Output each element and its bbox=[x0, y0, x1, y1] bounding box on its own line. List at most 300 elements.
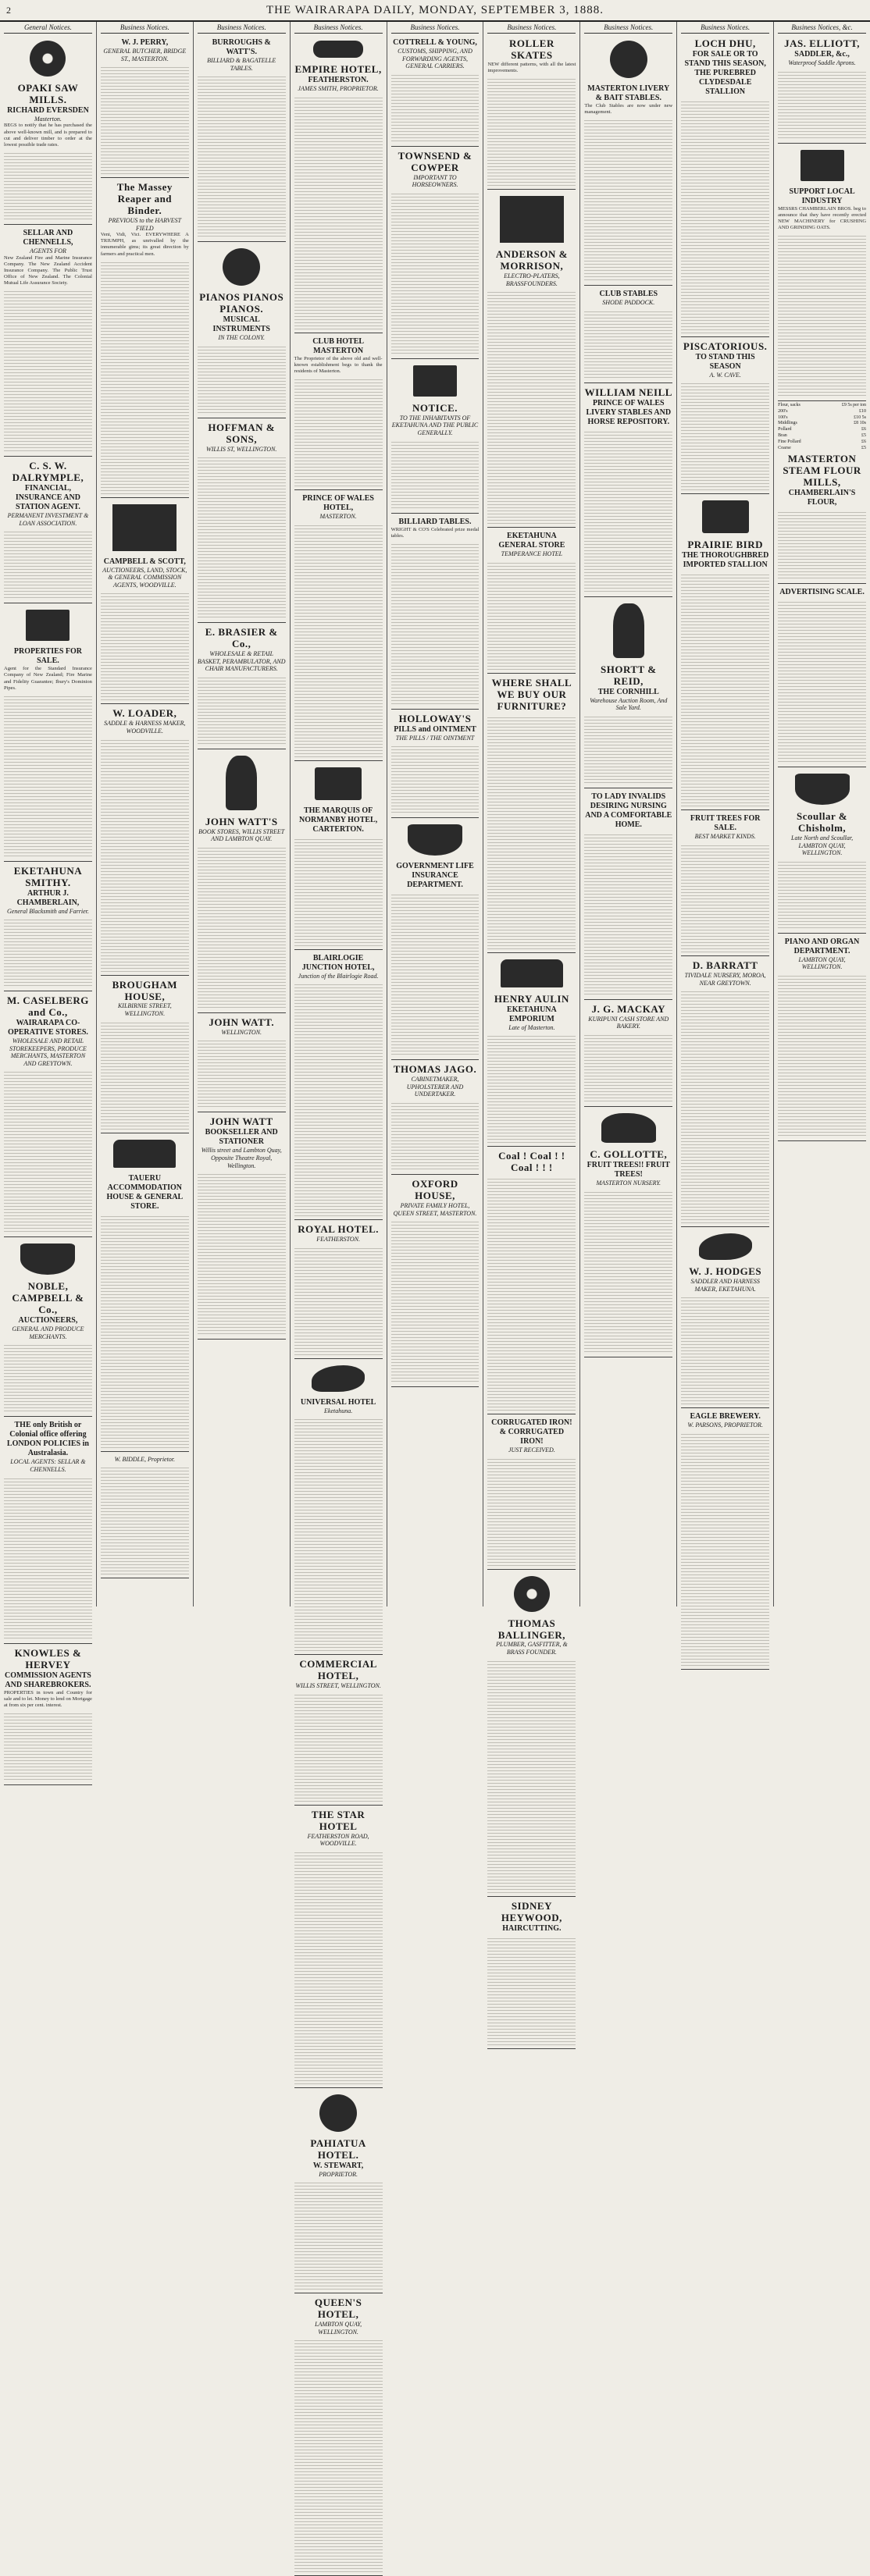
ad-caption: KILBIRNIE STREET, WELLINGTON. bbox=[117, 1002, 172, 1018]
column-heading: Business Notices. bbox=[681, 23, 769, 34]
ad-subheadline: BURROUGHS & WATT'S. bbox=[212, 38, 271, 56]
advertisement bbox=[294, 36, 383, 333]
ad-headline: The Massey Reaper and Binder. bbox=[116, 181, 173, 217]
table-cell: 100's bbox=[778, 415, 788, 420]
advertisement bbox=[584, 790, 672, 1000]
price-table bbox=[778, 403, 866, 451]
column-8 bbox=[677, 22, 774, 1606]
table-cell: £8 10s bbox=[854, 421, 867, 426]
ad-subheadline: PRINCE OF WALES LIVERY STABLES AND HORSE REPOSITORY. bbox=[586, 398, 672, 426]
ad-subheadline: WAIRARAPA CO-OPERATIVE STORES. bbox=[7, 1019, 88, 1037]
ad-body-lines bbox=[4, 1343, 92, 1413]
ad-subheadline: PILLS and OINTMENT bbox=[394, 724, 476, 734]
table-cell: £10 bbox=[859, 408, 867, 414]
ad-headline: THOMAS JAGO. bbox=[393, 1063, 477, 1076]
ad-headline: Coal ! Coal ! ! Coal ! ! ! bbox=[498, 1150, 565, 1174]
engraving-icon bbox=[113, 1140, 176, 1168]
ad-caption: SHODE PADDOCK. bbox=[602, 299, 655, 307]
ad-body-lines bbox=[294, 1246, 383, 1355]
ad-body-lines bbox=[487, 1659, 576, 1893]
ad-body-lines bbox=[584, 714, 672, 785]
advertisement bbox=[681, 958, 769, 1227]
ad-subheadline: BLAIRLOGIE JUNCTION HOTEL, bbox=[301, 953, 375, 972]
advertisement bbox=[391, 361, 480, 514]
ad-body-text: BEGS to notify that he has purchased the above well-known mill, and is prepared to cut and deliver timber to order at the lowest possible trade rates. bbox=[4, 123, 92, 148]
engraving-icon bbox=[319, 2094, 357, 2132]
ad-caption: LAMBTON QUAY, WELLINGTON. bbox=[798, 955, 846, 971]
ad-subheadline: ARTHUR J. CHAMBERLAIN, bbox=[16, 888, 80, 907]
ad-headline: M. CASELBERG and Co., bbox=[6, 994, 89, 1019]
ad-subheadline: TO STAND THIS SEASON bbox=[695, 352, 755, 371]
advertisement bbox=[681, 339, 769, 495]
ad-headline: HENRY AULIN bbox=[494, 992, 569, 1005]
column-2 bbox=[97, 22, 194, 1606]
ad-headline: WHERE SHALL WE BUY OUR FURNITURE? bbox=[491, 676, 572, 712]
ad-subheadline: CAMPBELL & SCOTT, bbox=[103, 557, 186, 566]
ad-body-lines bbox=[294, 1417, 383, 1651]
ad-caption: KURIPUNI CASH STORE AND BAKERY. bbox=[588, 1015, 669, 1030]
ad-headline: QUEEN'S HOTEL, bbox=[314, 2297, 362, 2321]
advertisement bbox=[391, 515, 480, 710]
ad-body-lines bbox=[198, 1172, 286, 1336]
ad-caption: Warehouse Auction Room, And Sale Yard. bbox=[590, 696, 668, 712]
ad-caption: WILLIS ST, WELLINGTON. bbox=[206, 445, 277, 453]
ad-subheadline: EAGLE BREWERY. bbox=[690, 1412, 761, 1421]
engraving-icon bbox=[699, 1233, 752, 1260]
masthead bbox=[0, 0, 870, 22]
ad-body-lines bbox=[487, 1936, 576, 2045]
advertisement bbox=[487, 1571, 576, 1897]
ad-body-lines bbox=[391, 1101, 480, 1171]
column-1 bbox=[0, 22, 97, 1708]
ad-headline: PAHIATUA HOTEL. bbox=[310, 2137, 366, 2161]
ad-body-lines bbox=[391, 439, 480, 510]
advertisement bbox=[198, 420, 286, 623]
ad-headline: C. GOLLOTTE, bbox=[590, 1147, 668, 1160]
advertisement bbox=[294, 763, 383, 950]
ad-body-lines bbox=[294, 377, 383, 486]
ad-body-lines bbox=[294, 837, 383, 946]
table-cell: £5 bbox=[861, 445, 867, 450]
ad-subheadline: THE only British or Colonial office offering LONDON POLICIES in Australasia. bbox=[6, 1421, 89, 1458]
ad-subheadline: EKETAHUNA GENERAL STORE bbox=[498, 532, 565, 550]
engraving-icon bbox=[112, 504, 176, 551]
ad-headline: JOHN WATT bbox=[209, 1115, 273, 1128]
ad-body-lines bbox=[778, 973, 866, 1137]
advertisement bbox=[584, 287, 672, 383]
advertisement bbox=[4, 226, 92, 457]
advertisement bbox=[391, 1062, 480, 1175]
advertisement bbox=[101, 977, 189, 1133]
ad-body-lines bbox=[198, 1038, 286, 1108]
advertisement bbox=[778, 935, 866, 1141]
ad-subheadline: UNIVERSAL HOTEL bbox=[300, 1397, 376, 1407]
advertisement bbox=[294, 1222, 383, 1359]
table-cell: Flour, sacks bbox=[778, 403, 800, 408]
ad-headline: W. LOADER, bbox=[112, 707, 177, 720]
table-cell: Fine Pollard bbox=[778, 439, 801, 444]
ad-body-lines bbox=[294, 95, 383, 329]
ad-caption: Masterton. bbox=[34, 115, 62, 123]
advertisement bbox=[681, 1410, 769, 1670]
advertisement bbox=[487, 529, 576, 674]
ad-subheadline: PROPERTIES FOR SALE. bbox=[13, 647, 83, 666]
ad-body-lines bbox=[778, 233, 866, 397]
advertisement bbox=[294, 952, 383, 1221]
ad-caption: SADDLER AND HARNESS MAKER, EKETAHUNA. bbox=[690, 1278, 760, 1293]
ad-subheadline: THE MARQUIS OF NORMANBY HOTEL, CARTERTON. bbox=[299, 806, 378, 834]
advertisement bbox=[584, 385, 672, 597]
ad-body-lines bbox=[584, 1033, 672, 1103]
ad-body-lines bbox=[584, 429, 672, 593]
ad-headline: TOWNSEND & COWPER bbox=[398, 149, 472, 173]
column-heading: Business Notices. bbox=[294, 23, 383, 34]
ad-headline: ROLLER SKATES bbox=[508, 37, 554, 61]
ad-caption: Willis street and Lambton Quay, Opposite Theatre Royal, Wellington. bbox=[201, 1147, 282, 1169]
engraving-icon bbox=[795, 774, 850, 805]
ad-body-lines bbox=[4, 151, 92, 221]
ad-body-lines bbox=[4, 289, 92, 453]
ad-caption: PRIVATE FAMILY HOTEL, QUEEN STREET, MASTERTON. bbox=[393, 1201, 477, 1217]
advertisement bbox=[101, 1135, 189, 1452]
ad-headline: C. S. W. DALRYMPLE, bbox=[12, 460, 84, 484]
advertisement bbox=[584, 36, 672, 286]
ad-subheadline: THE CORNHILL bbox=[597, 687, 659, 696]
advertisement bbox=[198, 244, 286, 418]
ad-body-lines bbox=[4, 529, 92, 600]
advertisement bbox=[294, 1656, 383, 1805]
ad-caption: FEATHERSTON. bbox=[316, 1236, 360, 1244]
ad-caption: W. BIDDLE, Proprietor. bbox=[114, 1455, 176, 1463]
ad-headline: EKETAHUNA SMITHY. bbox=[13, 864, 83, 888]
ad-caption: MASTERTON. bbox=[319, 512, 357, 520]
ad-caption: SADDLE & HARNESS MAKER, WOODVILLE. bbox=[104, 720, 186, 735]
advertisement bbox=[101, 706, 189, 975]
advertisement bbox=[681, 496, 769, 810]
advertisement bbox=[4, 863, 92, 991]
ad-body-lines bbox=[487, 715, 576, 949]
ad-subheadline: COMMISSION AGENTS AND SHAREBROKERS. bbox=[5, 1670, 91, 1689]
ad-subheadline: BILLIARD TABLES. bbox=[398, 517, 472, 526]
ad-caption: TIVIDALE NURSERY, MOROA, NEAR GREYTOWN. bbox=[684, 971, 766, 987]
table-cell: Bran bbox=[778, 433, 787, 439]
advertisement bbox=[101, 500, 189, 705]
ad-body-lines bbox=[487, 1457, 576, 1566]
ad-subheadline: W. J. PERRY, bbox=[121, 38, 169, 47]
ad-caption: LOCAL AGENTS: SELLAR & CHENNELLS. bbox=[10, 1458, 86, 1474]
ad-body-text: Veni, Vidi, Vici. EVERYWHERE A TRIUMPH, as unrivalled by the innumerable gims; its great direction by farmers and practical men. bbox=[100, 232, 189, 257]
column-heading: General Notices. bbox=[4, 23, 92, 34]
advertisement bbox=[198, 1114, 286, 1340]
advertisement bbox=[4, 1239, 92, 1417]
advertisement bbox=[294, 2090, 383, 2293]
ad-headline: JAS. ELLIOTT, bbox=[784, 37, 861, 49]
ad-body-lines bbox=[391, 191, 480, 355]
advertisement bbox=[487, 191, 576, 528]
ad-body-text: WRIGHT & CO'S Celebrated prize medal tables. bbox=[390, 526, 480, 539]
ad-headline: PRAIRIE BIRD bbox=[687, 539, 763, 551]
ad-subheadline: SADDLER, &c., bbox=[794, 49, 850, 59]
ad-headline: HOFFMAN & SONS, bbox=[208, 421, 276, 445]
engraving-icon bbox=[313, 41, 363, 58]
ad-body-lines bbox=[681, 572, 769, 806]
column-6 bbox=[483, 22, 580, 1933]
ad-body-lines bbox=[681, 989, 769, 1223]
ad-body-lines bbox=[4, 1711, 92, 1781]
ad-body-lines bbox=[584, 832, 672, 996]
advertisement bbox=[584, 599, 672, 788]
ad-caption: BOOK STORES, WILLIS STREET AND LAMBTON QUAY. bbox=[198, 827, 285, 843]
advertisement bbox=[198, 1015, 286, 1113]
ad-body-lines bbox=[4, 1476, 92, 1640]
ad-subheadline: RICHARD EVERSDEN bbox=[7, 105, 89, 115]
ad-subheadline: CLUB HOTEL MASTERTON bbox=[312, 336, 365, 355]
column-heading: Business Notices. bbox=[487, 23, 576, 34]
column-heading: Business Notices. bbox=[198, 23, 286, 34]
ad-caption: JAMES SMITH, PROPRIETOR. bbox=[298, 84, 379, 92]
ad-caption: CABINETMAKER, UPHOLSTERER AND UNDERTAKER. bbox=[406, 1076, 464, 1098]
ad-body-lines bbox=[778, 600, 866, 763]
ad-subheadline: AUCTIONEERS, bbox=[18, 1316, 78, 1325]
ad-headline: NOTICE. bbox=[412, 401, 458, 414]
ad-subheadline: SUPPORT LOCAL INDUSTRY bbox=[789, 187, 855, 205]
ad-caption: PREVIOUS to the HARVEST FIELD bbox=[108, 217, 182, 232]
table-cell: £5 bbox=[861, 433, 867, 439]
ad-headline: OPAKI SAW MILLS. bbox=[17, 82, 79, 105]
table-cell: £6 bbox=[861, 439, 867, 444]
ad-subheadline: GOVERNMENT LIFE INSURANCE DEPARTMENT. bbox=[396, 862, 474, 890]
ad-body-lines bbox=[391, 73, 480, 143]
ad-headline: D. BARRATT bbox=[692, 959, 758, 971]
ad-caption: ELECTRO-PLATERS, BRASSFOUNDERS. bbox=[504, 272, 560, 287]
ad-body-lines bbox=[584, 1190, 672, 1354]
ad-caption: IMPORTANT TO HORSEOWNERS. bbox=[412, 173, 458, 189]
ad-caption: GENERAL BUTCHER, BRIDGE ST., MASTERTON. bbox=[103, 48, 187, 62]
ad-subheadline: FRUIT TREES!! FRUIT TREES! bbox=[587, 1160, 670, 1179]
ad-body-lines bbox=[487, 290, 576, 524]
ad-body-lines bbox=[681, 1295, 769, 1404]
ad-body-text: MESSRS CHAMBERLAIN BROS. beg to announce that they have recently erected NEW MACHINERY for CRUSHING AND GRINDING OATS. bbox=[778, 205, 867, 230]
ad-subheadline: TO LADY INVALIDS DESIRING NURSING AND A COMFORTABLE HOME. bbox=[585, 792, 672, 829]
engraving-icon bbox=[800, 150, 844, 181]
advertisement bbox=[584, 1002, 672, 1107]
table-cell: £9 5s per ton bbox=[841, 403, 867, 408]
table-cell: Middlings bbox=[778, 421, 797, 426]
engraving-icon bbox=[702, 500, 749, 533]
ad-body-lines bbox=[198, 845, 286, 1009]
ad-body-lines bbox=[681, 99, 769, 333]
ad-caption: CUSTOMS, SHIPPING, AND FORWARDING AGENTS, GENERAL CARRIERS. bbox=[398, 48, 472, 70]
ad-body-lines bbox=[101, 738, 189, 972]
advertisement bbox=[4, 458, 92, 603]
advertisement bbox=[778, 451, 866, 584]
ad-caption: PLUMBER, GASFITTER, & BRASS FOUNDER. bbox=[496, 1641, 568, 1656]
ad-caption: Eketahuna. bbox=[324, 1407, 353, 1414]
ad-headline: Scoullar & Chisholm, bbox=[797, 810, 848, 834]
advertisement bbox=[487, 955, 576, 1147]
column-heading: Business Notices, &c. bbox=[778, 23, 866, 34]
ad-body-lines bbox=[294, 2338, 383, 2572]
ad-headline: SIDNEY HEYWOOD, bbox=[501, 1899, 562, 1923]
ad-body-lines bbox=[681, 843, 769, 952]
advertisement bbox=[391, 36, 480, 147]
ad-subheadline: CORRUGATED IRON! & CORRUGATED IRON! bbox=[491, 1418, 572, 1446]
engraving-icon bbox=[226, 756, 257, 810]
ad-subheadline: COTTRELL & YOUNG, bbox=[393, 38, 477, 47]
ad-headline: COMMERCIAL HOTEL, bbox=[299, 1658, 377, 1682]
advertisement bbox=[101, 36, 189, 178]
ad-body-text: PROPERTIES in town and Country for sale and to let. Money to lend on Mortgage at from six per cent. interest. bbox=[4, 1689, 92, 1708]
advertisement bbox=[778, 585, 866, 767]
ad-body-lines bbox=[584, 309, 672, 379]
ad-body-text: Agent for the Standard Insurance Company of New Zealand; Fire Marine and Fidelity Guarantee; Ibury's Dominion Pipes. bbox=[4, 666, 92, 691]
column-9 bbox=[774, 22, 870, 1606]
engraving-icon bbox=[20, 1244, 75, 1275]
advertisement bbox=[101, 1453, 189, 1579]
advertisement bbox=[681, 36, 769, 337]
advertisement bbox=[294, 335, 383, 490]
ad-caption: AUCTIONEERS, LAND, STOCK, & GENERAL COMMISSION AGENTS, WOODVILLE. bbox=[102, 566, 187, 589]
ad-body-lines bbox=[4, 1069, 92, 1233]
ad-caption: WHOLESALE AND RETAIL STOREKEEPERS, PRODUCE MERCHANTS, MASTERTON AND GREYTOWN. bbox=[9, 1037, 87, 1067]
ad-subheadline: THE THOROUGHBRED IMPORTED STALLION bbox=[682, 551, 769, 570]
advertisement bbox=[391, 1176, 480, 1387]
engraving-icon bbox=[514, 1576, 550, 1612]
ad-caption: Late North and Scoullar, LAMBTON QUAY, WELLINGTON. bbox=[791, 834, 854, 857]
ad-subheadline: FINANCIAL, INSURANCE AND STATION AGENT. bbox=[15, 484, 80, 512]
ad-headline: SHORTT & REID, bbox=[601, 663, 657, 687]
ad-body-lines bbox=[681, 381, 769, 490]
advertisement bbox=[198, 36, 286, 242]
ad-body-lines bbox=[391, 744, 480, 814]
ad-caption: PERMANENT INVESTMENT & LOAN ASSOCIATION. bbox=[7, 512, 89, 527]
ad-caption: JUST RECEIVED. bbox=[508, 1446, 555, 1453]
table-cell: Pollard bbox=[778, 427, 792, 432]
advertisement bbox=[294, 2295, 383, 2576]
ad-subheadline: FEATHERSTON. bbox=[308, 75, 369, 84]
ad-body-lines bbox=[681, 1432, 769, 1666]
ad-body-lines bbox=[584, 118, 672, 282]
ad-body-text: New Zealand Fire and Marine Insurance Company. The New Zealand Accident Insurance Company. The Public Trust Office of New Zealand. The Colonial Mutual Life Assurance Society. bbox=[4, 254, 92, 286]
advertisement bbox=[681, 1229, 769, 1408]
engraving-icon bbox=[413, 365, 457, 397]
ad-body-lines bbox=[778, 69, 866, 140]
ad-subheadline: CLUB STABLES bbox=[599, 290, 658, 299]
column-4 bbox=[291, 22, 387, 2336]
ad-caption: IN THE COLONY. bbox=[218, 334, 265, 342]
ad-body-lines bbox=[294, 1850, 383, 2084]
advertisement bbox=[487, 1416, 576, 1570]
column-3 bbox=[194, 22, 291, 1606]
ad-headline: OXFORD HOUSE, bbox=[412, 1178, 458, 1201]
advertisement bbox=[4, 1418, 92, 1643]
engraving-icon bbox=[613, 603, 644, 658]
engraving-icon bbox=[500, 196, 564, 243]
ad-caption: Junction of the Blairlogie Road. bbox=[298, 972, 379, 980]
table-cell: £10 5s bbox=[854, 415, 867, 420]
ad-headline: KNOWLES & HERVEY bbox=[14, 1646, 82, 1670]
ad-subheadline: FOR SALE OR TO STAND THIS SEASON, THE PUREBRED CLYDESDALE STALLION bbox=[684, 49, 766, 96]
ad-headline: JOHN WATT'S bbox=[205, 815, 278, 827]
ad-caption: Waterproof Saddle Aprons. bbox=[788, 59, 856, 66]
ad-body-lines bbox=[101, 65, 189, 174]
ad-headline: LOCH DHU, bbox=[694, 37, 756, 49]
ad-headline: MASTERTON STEAM FLOUR MILLS, bbox=[783, 453, 861, 489]
ad-subheadline: FRUIT TREES FOR SALE. bbox=[690, 814, 761, 833]
ad-headline: HOLLOWAY'S bbox=[398, 712, 472, 724]
ad-body-lines bbox=[294, 523, 383, 757]
advertisement bbox=[391, 820, 480, 1060]
ad-caption: Late of Masterton. bbox=[508, 1023, 555, 1031]
ad-subheadline: SELLAR AND CHENNELLS, bbox=[23, 228, 73, 247]
page-number: 2 bbox=[6, 5, 12, 16]
advertisement bbox=[487, 36, 576, 190]
ad-caption: TO THE INHABITANTS OF EKETAHUNA AND THE PUBLIC GENERALLY. bbox=[391, 414, 479, 436]
ad-headline: PISCATORIOUS. bbox=[683, 340, 768, 352]
ad-body-lines bbox=[294, 2180, 383, 2290]
table-row bbox=[778, 415, 866, 422]
column-5 bbox=[387, 22, 484, 1606]
ad-body-lines bbox=[487, 76, 576, 186]
advertisement bbox=[4, 1646, 92, 1785]
ad-body-lines bbox=[294, 982, 383, 1216]
ad-body-lines bbox=[778, 859, 866, 930]
ad-caption: LAMBTON QUAY, WELLINGTON. bbox=[315, 2321, 362, 2336]
ad-headline: THOMAS BALLINGER, bbox=[497, 1617, 566, 1641]
ad-body-lines bbox=[198, 455, 286, 619]
column-heading: Business Notices. bbox=[391, 23, 480, 34]
ad-body-lines bbox=[101, 591, 189, 700]
ad-body-lines bbox=[487, 1034, 576, 1143]
advertisement bbox=[4, 605, 92, 862]
table-row bbox=[778, 409, 866, 415]
ad-body-lines bbox=[198, 74, 286, 238]
ad-caption: General Blacksmith and Farrier. bbox=[7, 907, 89, 915]
advertisement bbox=[4, 993, 92, 1237]
ad-subheadline: W. STEWART, bbox=[312, 2161, 364, 2170]
ad-subheadline: PIANO AND ORGAN DEPARTMENT. bbox=[784, 937, 860, 955]
advertisement bbox=[294, 492, 383, 761]
ad-headline: J. G. MACKAY bbox=[591, 1002, 665, 1015]
ad-caption: WELLINGTON. bbox=[221, 1028, 262, 1036]
ad-headline: THE STAR HOTEL bbox=[311, 1808, 365, 1832]
engraving-icon bbox=[30, 41, 66, 76]
advertisement bbox=[487, 1148, 576, 1414]
ad-caption: FEATHERSTON ROAD, WOODVILLE. bbox=[307, 1832, 369, 1848]
engraving-icon bbox=[408, 824, 462, 856]
ad-subheadline: TAUERU ACCOMMODATION HOUSE & GENERAL STORE. bbox=[106, 1173, 184, 1211]
ad-subheadline: CHAMBERLAIN'S FLOUR, bbox=[788, 489, 856, 507]
ad-caption: MASTERTON NURSERY. bbox=[596, 1179, 661, 1187]
ad-caption: BEST MARKET KINDS. bbox=[694, 833, 756, 841]
ad-body-lines bbox=[4, 917, 92, 987]
engraving-icon bbox=[312, 1365, 365, 1392]
column-heading: Business Notices. bbox=[584, 23, 672, 34]
ad-body-text: NEW different patterns, with all the latest improvements. bbox=[487, 61, 576, 73]
engraving-icon bbox=[223, 248, 260, 286]
table-row bbox=[778, 433, 866, 439]
ad-caption: AGENTS FOR bbox=[30, 247, 66, 254]
ad-body-lines bbox=[778, 510, 866, 580]
table-row bbox=[778, 421, 866, 427]
table-row bbox=[778, 446, 866, 452]
ad-headline: NOBLE, CAMPBELL & Co., bbox=[12, 1280, 84, 1316]
advertisement bbox=[391, 148, 480, 359]
advertisement bbox=[487, 1898, 576, 2049]
ad-subheadline: PRINCE OF WALES HOTEL, bbox=[302, 493, 374, 512]
column-heading: Business Notices. bbox=[101, 23, 189, 34]
ad-caption: THE PILLS / THE OINTMENT bbox=[395, 734, 475, 742]
